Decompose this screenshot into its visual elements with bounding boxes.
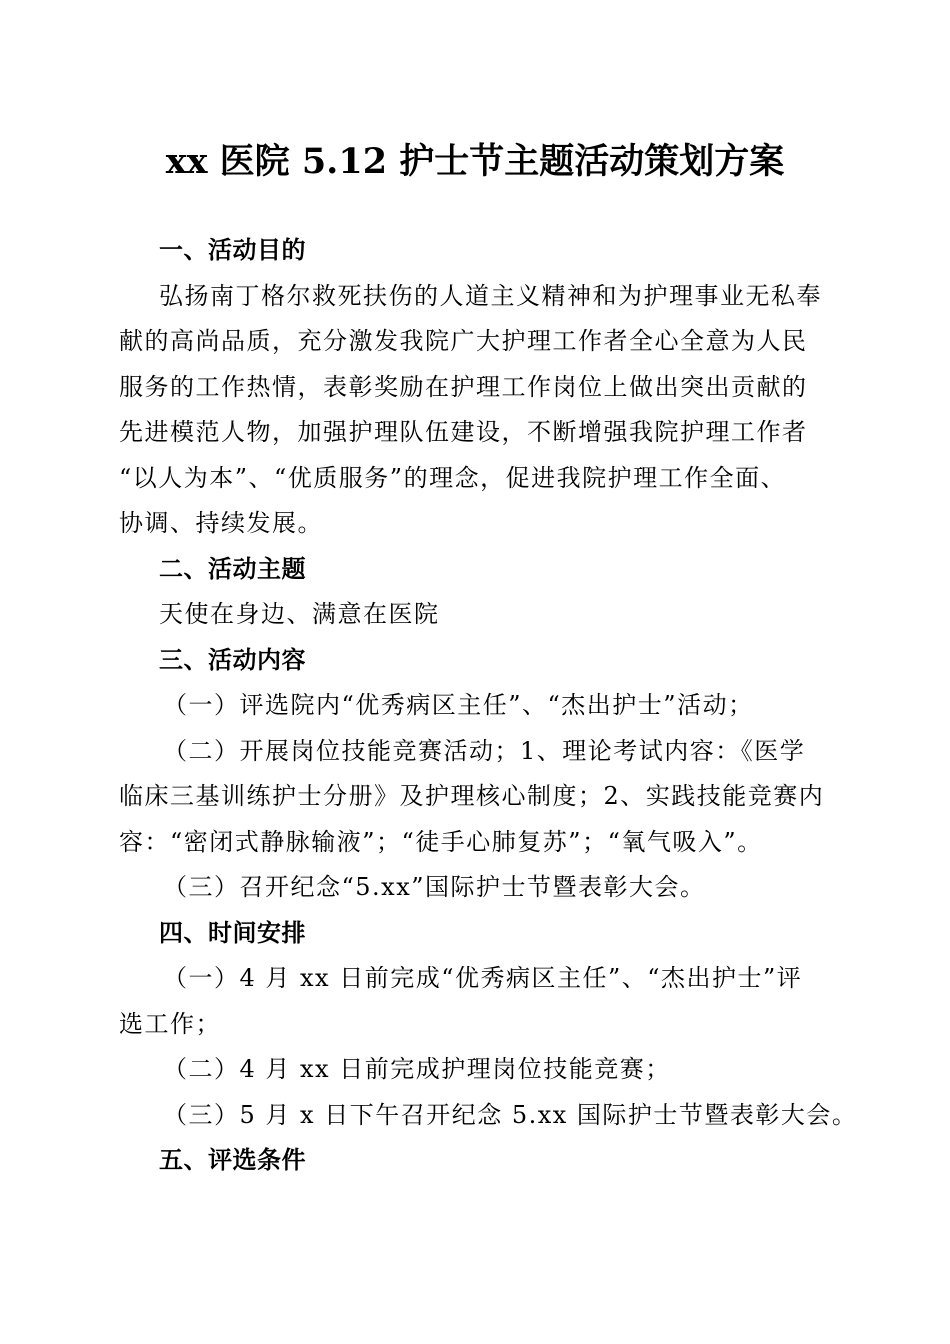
paragraph-line: 弘扬南丁格尔救死扶伤的人道主义精神和为护理事业无私奉 <box>159 281 822 310</box>
paragraph-line: 献的高尚品质，充分激发我院广大护理工作者全心全意为人民 <box>119 327 808 355</box>
paragraph-line: （二）4 月 xx 日前完成护理岗位技能竞赛； <box>163 1055 671 1083</box>
paragraph-line: （一）4 月 xx 日前完成“优秀病区主任”、“杰出护士”评 <box>163 964 803 992</box>
section-heading-theme: 二、活动主题 <box>159 554 306 583</box>
paragraph-line: “以人为本”、“优质服务”的理念，促进我院护理工作全面、 <box>119 463 787 492</box>
paragraph-line: 容：“密闭式静脉输液”；“徒手心肺复苏”；“氧气吸入”。 <box>119 827 763 856</box>
paragraph-line: 协调、持续发展。 <box>119 509 323 537</box>
section-heading-content: 三、活动内容 <box>159 645 306 674</box>
paragraph-line: （二）开展岗位技能竞赛活动；1、理论考试内容：《医学 <box>163 736 806 765</box>
paragraph-line: 服务的工作热情，表彰奖励在护理工作岗位上做出突出贡献的 <box>119 372 808 401</box>
paragraph-line: 选工作； <box>119 1009 221 1038</box>
paragraph-line: （一）评选院内“优秀病区主任”、“杰出护士”活动； <box>163 691 754 719</box>
paragraph-line: 先进模范人物，加强护理队伍建设，不断增强我院护理工作者 <box>119 418 808 446</box>
paragraph-line: （三）召开纪念“5.xx”国际护士节暨表彰大会。 <box>163 873 706 901</box>
paragraph-line: 临床三基训练护士分册》及护理核心制度；2、实践技能竞赛内 <box>119 782 825 810</box>
section-heading-criteria: 五、评选条件 <box>159 1146 306 1174</box>
document-body <box>119 228 858 1184</box>
section-heading-schedule: 四、时间安排 <box>159 918 306 947</box>
document-title: xx 医院 5.12 护士节主题活动策划方案 <box>165 141 785 182</box>
paragraph-line: （三）5 月 x 日下午召开纪念 5.xx 国际护士节暨表彰大会。 <box>163 1100 858 1129</box>
section-heading-purpose: 一、活动目的 <box>159 236 306 264</box>
paragraph-line: 天使在身边、满意在医院 <box>159 600 440 628</box>
